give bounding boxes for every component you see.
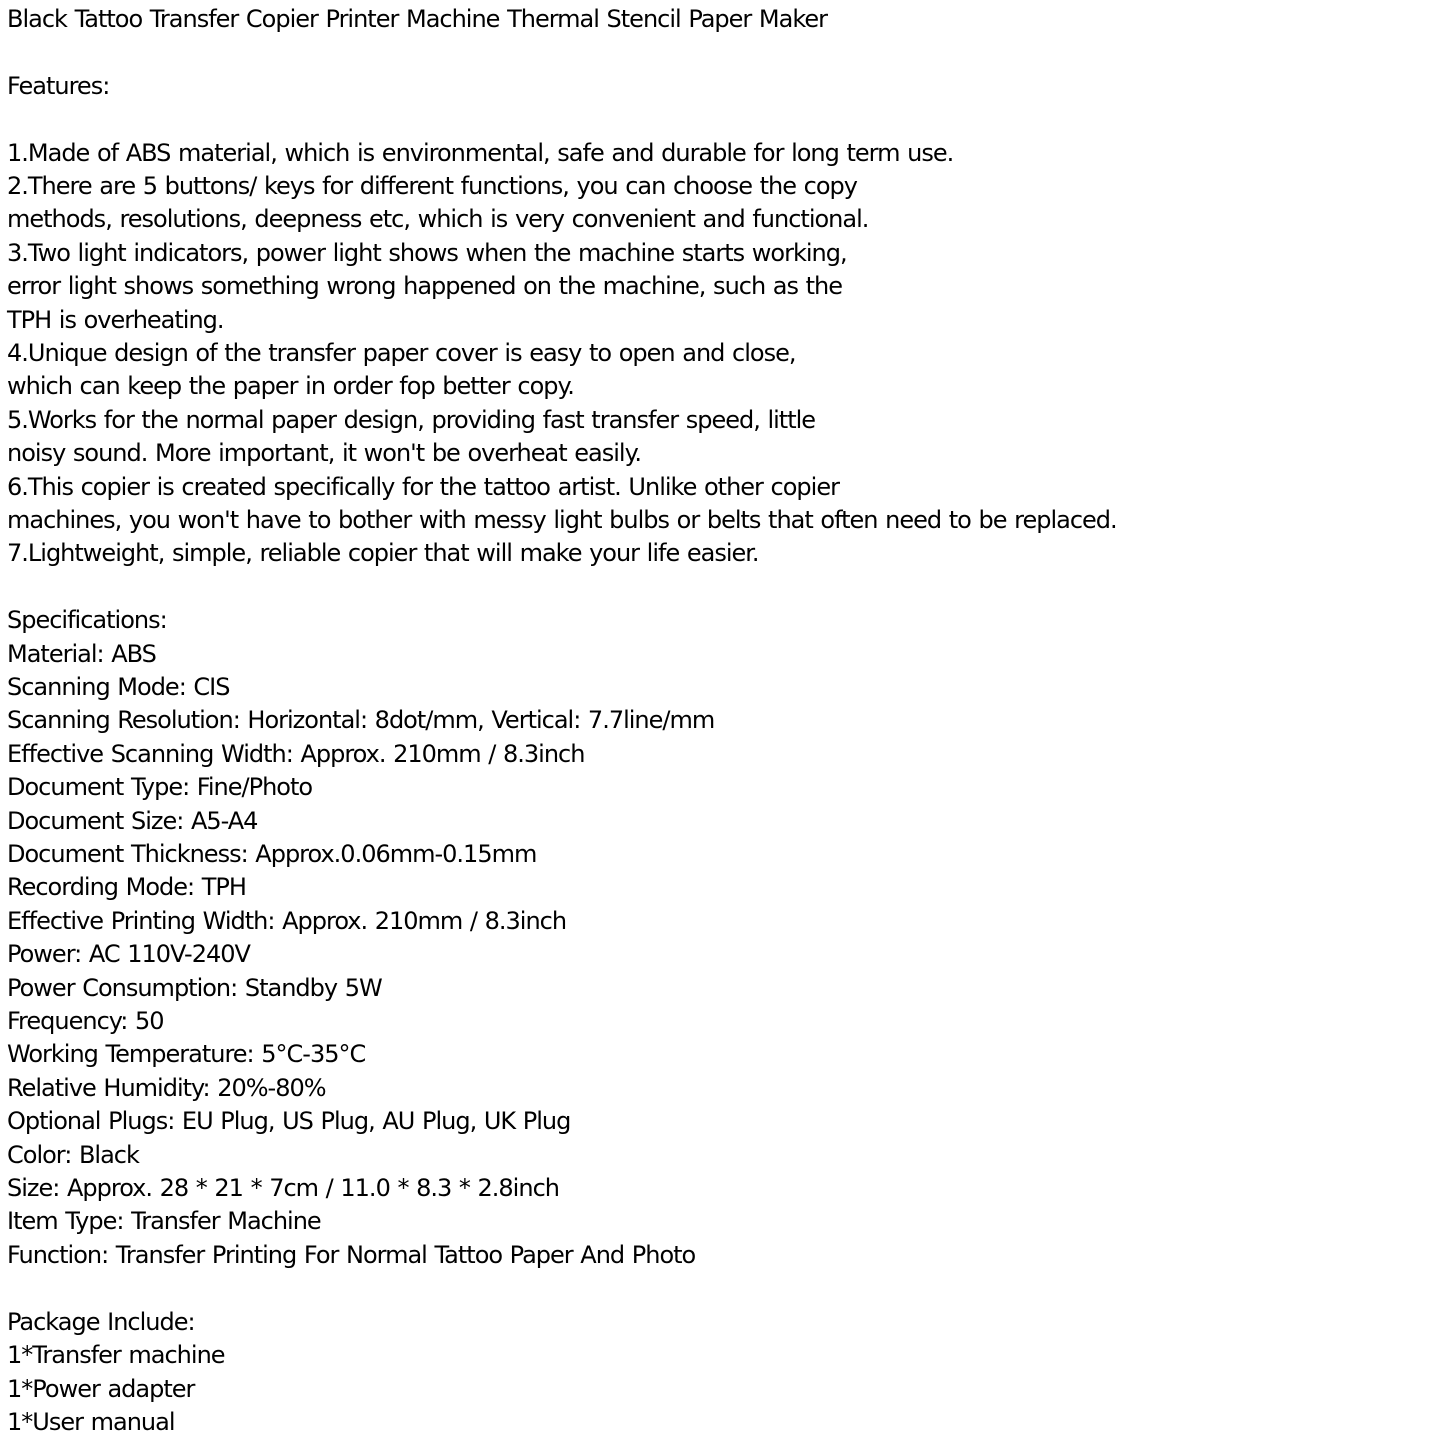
package-item-power-adapter: 1*Power adapter [7,1375,195,1403]
spec-optional-plugs: Optional Plugs: EU Plug, US Plug, AU Plug, UK Plug [7,1107,571,1135]
feature-item-5-line-2: noisy sound. More important, it won't be overheat easily. [7,439,641,467]
feature-item-4-line-2: which can keep the paper in order fop better copy. [7,372,574,400]
spec-working-temperature: Working Temperature: 5°C-35°C [7,1040,366,1068]
package-item-transfer-machine: 1*Transfer machine [7,1341,225,1369]
feature-item-2-line-2: methods, resolutions, deepness etc, which is very convenient and functional. [7,205,869,233]
spec-recording-mode: Recording Mode: TPH [7,873,246,901]
spec-size: Size: Approx. 28 * 21 * 7cm / 11.0 * 8.3 * 2.8inch [7,1174,559,1202]
spec-material: Material: ABS [7,640,156,668]
feature-item-7-line-1: 7.Lightweight, simple, reliable copier that will make your life easier. [7,539,759,567]
feature-item-6-line-2: machines, you won't have to bother with messy light bulbs or belts that often need to be replaced. [7,506,1117,534]
feature-item-3-line-1: 3.Two light indicators, power light shows when the machine starts working, [7,239,847,267]
spec-scanning-mode: Scanning Mode: CIS [7,673,230,701]
package-heading: Package Include: [7,1308,195,1336]
feature-item-4-line-1: 4.Unique design of the transfer paper cover is easy to open and close, [7,339,796,367]
spec-effective-printing-width: Effective Printing Width: Approx. 210mm / 8.3inch [7,907,567,935]
features-heading: Features: [7,72,110,100]
feature-item-3-line-3: TPH is overheating. [7,306,224,334]
package-item-user-manual: 1*User manual [7,1408,175,1436]
spec-effective-scanning-width: Effective Scanning Width: Approx. 210mm / 8.3inch [7,740,585,768]
product-title: Black Tattoo Transfer Copier Printer Machine Thermal Stencil Paper Maker [7,5,828,33]
spec-function: Function: Transfer Printing For Normal Tattoo Paper And Photo [7,1241,696,1269]
feature-item-6-line-1: 6.This copier is created specifically for the tattoo artist. Unlike other copier [7,473,839,501]
feature-item-3-line-2: error light shows something wrong happened on the machine, such as the [7,272,843,300]
spec-color: Color: Black [7,1141,139,1169]
feature-item-5-line-1: 5.Works for the normal paper design, providing fast transfer speed, little [7,406,816,434]
spec-scanning-resolution: Scanning Resolution: Horizontal: 8dot/mm, Vertical: 7.7line/mm [7,706,715,734]
spec-item-type: Item Type: Transfer Machine [7,1207,321,1235]
feature-item-1-line-1: 1.Made of ABS material, which is environmental, safe and durable for long term use. [7,139,954,167]
spec-relative-humidity: Relative Humidity: 20%-80% [7,1074,326,1102]
specifications-heading: Specifications: [7,606,167,634]
spec-power: Power: AC 110V-240V [7,940,250,968]
spec-document-thickness: Document Thickness: Approx.0.06mm-0.15mm [7,840,537,868]
spec-document-type: Document Type: Fine/Photo [7,773,313,801]
spec-frequency: Frequency: 50 [7,1007,164,1035]
feature-item-2-line-1: 2.There are 5 buttons/ keys for different functions, you can choose the copy [7,172,857,200]
spec-power-consumption: Power Consumption: Standby 5W [7,974,382,1002]
spec-document-size: Document Size: A5-A4 [7,807,258,835]
